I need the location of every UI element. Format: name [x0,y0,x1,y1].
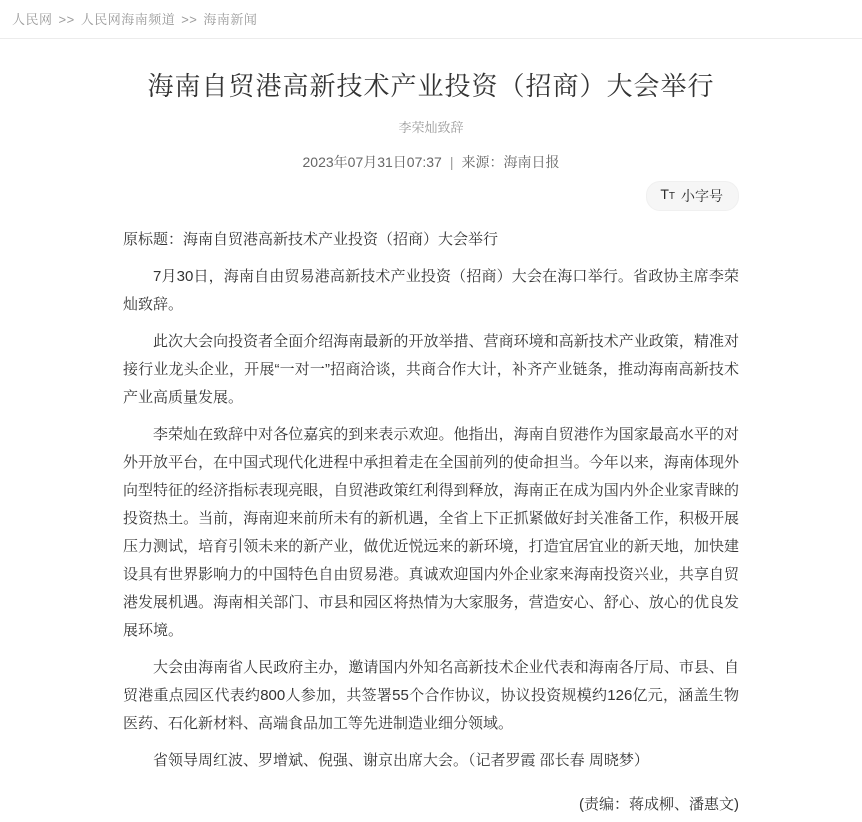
breadcrumb-link-hainan-channel[interactable]: 人民网海南频道 [80,12,176,27]
breadcrumb-separator: >> [58,12,75,27]
breadcrumb-link-peoples-daily[interactable]: 人民网 [12,12,53,27]
breadcrumb-separator: >> [181,12,198,27]
breadcrumb [0,0,862,39]
font-size-icon [660,186,675,205]
article-paragraph: 大会由海南省人民政府主办，邀请国内外知名高新技术企业代表和海南各厅局、市县、自贸港重点园区代表约800人参加，共签署55个合作协议，协议投资规模约126亿元，涵盖生物医药、石化新材料、高端食品加工等先进制造业细分领域。 [123,659,739,732]
article-paragraph: 此次大会向投资者全面介绍海南最新的开放举措、营商环境和高新技术产业政策，精准对接行业龙头企业，开展“一对一”招商洽谈，共商合作大计，补齐产业链条，推动海南高新技术产业高质量发展。 [123,333,739,406]
page-title: 海南自贸港高新技术产业投资（招商）大会举行 [147,71,715,101]
article-paragraph: 7月30日，海南自由贸易港高新技术产业投资（招商）大会在海口举行。省政协主席李荣灿致辞。 [123,268,739,313]
source-link[interactable]: 海南日报 [503,154,560,170]
article-paragraph: 李荣灿在致辞中对各位嘉宾的到来表示欢迎。他指出，海南自贸港作为国家最高水平的对外开放平台，在中国式现代化进程中承担着走在全国前列的使命担当。今年以来，海南体现外向型特征的经济指标表现亮眼，自贸港政策红利得到释放，海南正在成为国内外企业家青睐的投资热土。当前，海南迎来前所未有的新机遇，全省上下正抓紧做好封关准备工作，积极开展压力测试，培育引领未来的新产业，做优近悦远来的新环境，打造宜居宜业的新天地，加快建设具有世界影响力的中国特色自由贸易港。真诚欢迎国内外企业家来海南投资兴业，共享自贸港发展机遇。海南相关部门、市县和园区将热情为大家服务，营造安心、舒心、放心的优良发展环境。 [123,426,739,639]
font-size-icon-small-t: T [668,191,675,202]
article-body [123,69,739,822]
font-size-label: 小字号 [681,187,723,204]
article-meta [123,152,739,172]
source-label: 来源： [461,154,504,170]
publish-date: 2023年07月31日07:37 [302,154,442,170]
breadcrumb-link-hainan-news[interactable]: 海南新闻 [203,12,258,27]
font-size-icon-large-t: T [660,186,669,202]
original-title: 原标题：海南自贸港高新技术产业投资（招商）大会举行 [123,231,499,248]
editor-note: (责编：蒋成柳、潘惠文) [579,796,739,813]
article-paragraph: 省领导周红波、罗增斌、倪强、谢京出席大会。（记者罗霞 邵长春 周晓梦） [153,752,649,769]
meta-separator: | [449,154,454,170]
font-size-button[interactable] [646,181,739,211]
font-size-toolbar [123,181,739,211]
article-subtitle: 李荣灿致辞 [398,120,464,135]
